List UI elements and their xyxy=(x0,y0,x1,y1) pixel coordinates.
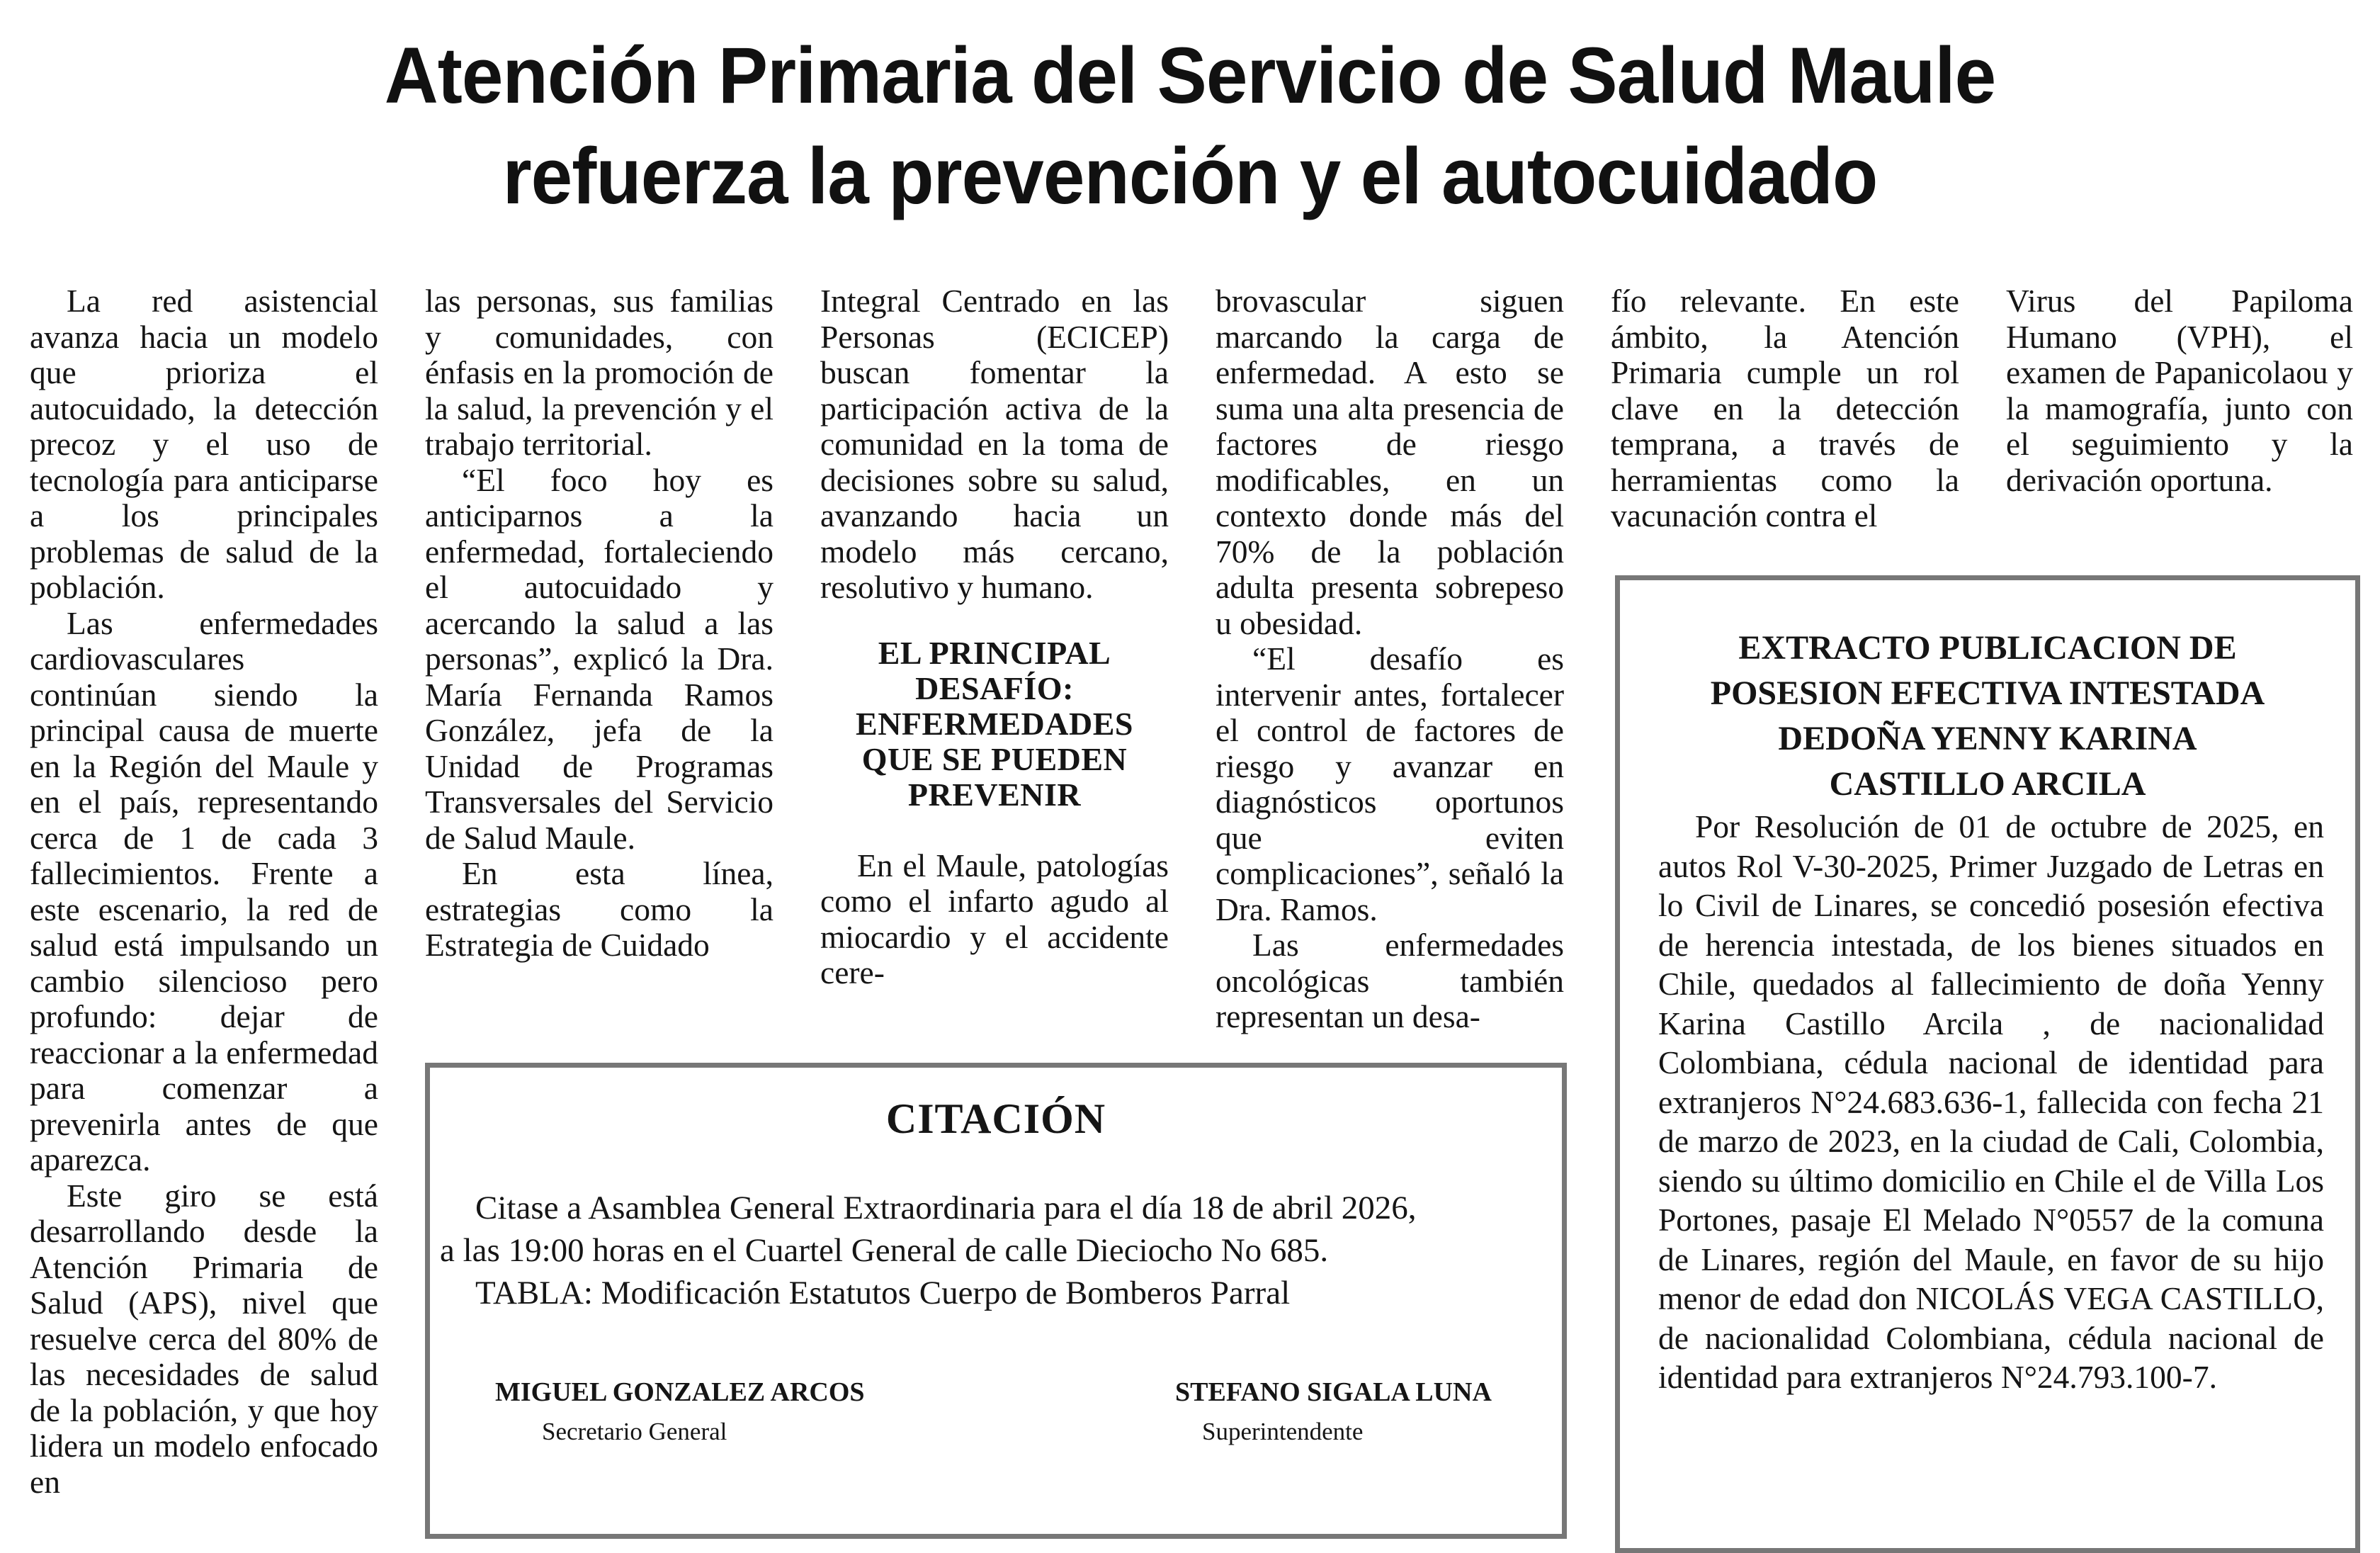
citacion-agenda: TABLA: Modificación Estatutos Cuerpo de Bomberos Parral xyxy=(475,1275,1291,1311)
extracto-title-line-4: CASTILLO ARCILA xyxy=(1829,765,2146,803)
article-column-1 xyxy=(30,283,378,1500)
citacion-title: CITACIÓN xyxy=(885,1095,1106,1142)
article-paragraph: La red asistencial avanza hacia un modelo que prioriza el autocuidado, la detección precoz y el uso de tecnología para anticiparse a los principales problemas de salud de la población. xyxy=(30,283,378,605)
signatory-2-role: Superintendente xyxy=(1202,1418,1364,1445)
article-paragraph: En el Maule, patologías como el infarto agudo al miocardio y el accidente cere- xyxy=(820,847,1169,990)
headline-line-1: Atención Primaria del Servicio de Salud Maule xyxy=(384,31,1996,120)
signatory-1-name: MIGUEL GONZALEZ ARCOS xyxy=(495,1377,865,1407)
article-column-2 xyxy=(425,283,774,964)
signatory-2-name: STEFANO SIGALA LUNA xyxy=(1175,1377,1492,1407)
extracto-body xyxy=(1658,807,2324,1397)
article-paragraph: Integral Centrado en las Personas (ECICEP) buscan fomentar la participación activa de la comunidad en la toma de decisiones sobre su salud, avanzando hacia un modelo más cercano, resolutivo y humano. xyxy=(820,283,1169,605)
article-column-3 xyxy=(820,283,1169,991)
article-paragraph: En esta línea, estrategias como la Estrategia de Cuidado xyxy=(425,855,774,963)
article-column-4 xyxy=(1216,283,1564,1035)
headline xyxy=(72,26,2308,227)
article-paragraph: fío relevante. En este ámbito, la Atención Primaria cumple un rol clave en la detección temprana, a través de herramientas como la vacunación contra el xyxy=(1611,283,1959,533)
article-paragraph: Las enfermedades oncológicas también representan un desa- xyxy=(1216,927,1564,1034)
article-paragraph: Las enfermedades cardiovasculares continúan siendo la principal causa de muerte en la Región del Maule y en el país, representando cerca de 1 de cada 3 fallecimientos. Frente a este escenario, la red de salud está impulsando un cambio silencioso pero profundo: dejar de reaccionar a la enfermedad para comenzar a prevenirla antes de que aparezca. xyxy=(30,604,378,1178)
extracto-notice xyxy=(1615,575,2360,1553)
extracto-title-line-3: DEDOÑA YENNY KARINA xyxy=(1778,720,2197,757)
citacion-notice xyxy=(425,1063,1567,1539)
extracto-title xyxy=(1620,626,2355,807)
citacion-line-2: a las 19:00 horas en el Cuartel General de calle Dieciocho No 685. xyxy=(440,1232,1329,1269)
signatory-1-role: Secretario General xyxy=(542,1418,727,1445)
article-paragraph: “El desafío es intervenir antes, fortalecer el control de factores de riesgo y avanzar en diagnósticos oportunos que eviten complicaciones”, señaló la Dra. Ramos. xyxy=(1216,640,1564,927)
extracto-paragraph: Por Resolución de 01 de octubre de 2025, en autos Rol V-30-2025, Primer Juzgado de Letras en lo Civil de Linares, se concedió posesión efectiva de herencia intestada, de los bienes situados en Chile, quedados al fallecimiento de doña Yenny Karina Castillo Arcila , de nacionalidad Colombiana, cédula nacional de identidad para extranjeros N°24.683.636-1, fallecida con fecha 21 de marzo de 2023, en la ciudad de Cali, Colombia, siendo su último domicilio en Chile el de Villa Los Portones, pasaje El Melado N°0557 de la comuna de Linares, región del Maule, en favor de su hijo menor de edad don NICOLÁS VEGA CASTILLO, de nacionalidad Colombiana, cédula nacional de identidad para extranjeros N°24.793.100-7. xyxy=(1658,808,2324,1395)
extracto-title-line-1: EXTRACTO PUBLICACION DE xyxy=(1738,629,2237,667)
article-paragraph: “El foco hoy es anticiparnos a la enfermedad, fortaleciendo el autocuidado y acercando la salud a las personas”, explicó la Dra. María Fernanda Ramos González, jefa de la Unidad de Programas Transversales del Servicio de Salud Maule. xyxy=(425,461,774,856)
article-paragraph: Virus del Papiloma Humano (VPH), el examen de Papanicolaou y la mamografía, junto con el seguimiento y la derivación oportuna. xyxy=(2006,283,2353,498)
article-column-5 xyxy=(1611,283,1959,534)
headline-line-2: refuerza la prevención y el autocuidado xyxy=(502,132,1878,220)
article-column-6 xyxy=(2006,283,2353,498)
citacion-line-1: Citase a Asamblea General Extraordinaria para el día 18 de abril 2026, xyxy=(475,1190,1417,1226)
extracto-title-line-2: POSESION EFECTIVA INTESTADA xyxy=(1710,674,2265,712)
article-paragraph: las personas, sus familias y comunidades, con énfasis en la promoción de la salud, la prevención y el trabajo territorial. xyxy=(425,283,774,462)
article-paragraph: brovascular siguen marcando la carga de enfermedad. A esto se suma una alta presencia de factores de riesgo modificables, en un contexto donde más del 70% de la población adulta presenta sobrepeso u obesidad. xyxy=(1216,283,1564,641)
section-subheading: EL PRINCIPAL DESAFÍO: ENFERMEDADES QUE SE PUEDEN PREVENIR xyxy=(856,634,1133,813)
article-paragraph: Este giro se está desarrollando desde la Atención Primaria de Salud (APS), nivel que resuelve cerca del 80% de las necesidades de salud de la población, y que hoy lidera un modelo enfocado en xyxy=(30,1177,378,1500)
